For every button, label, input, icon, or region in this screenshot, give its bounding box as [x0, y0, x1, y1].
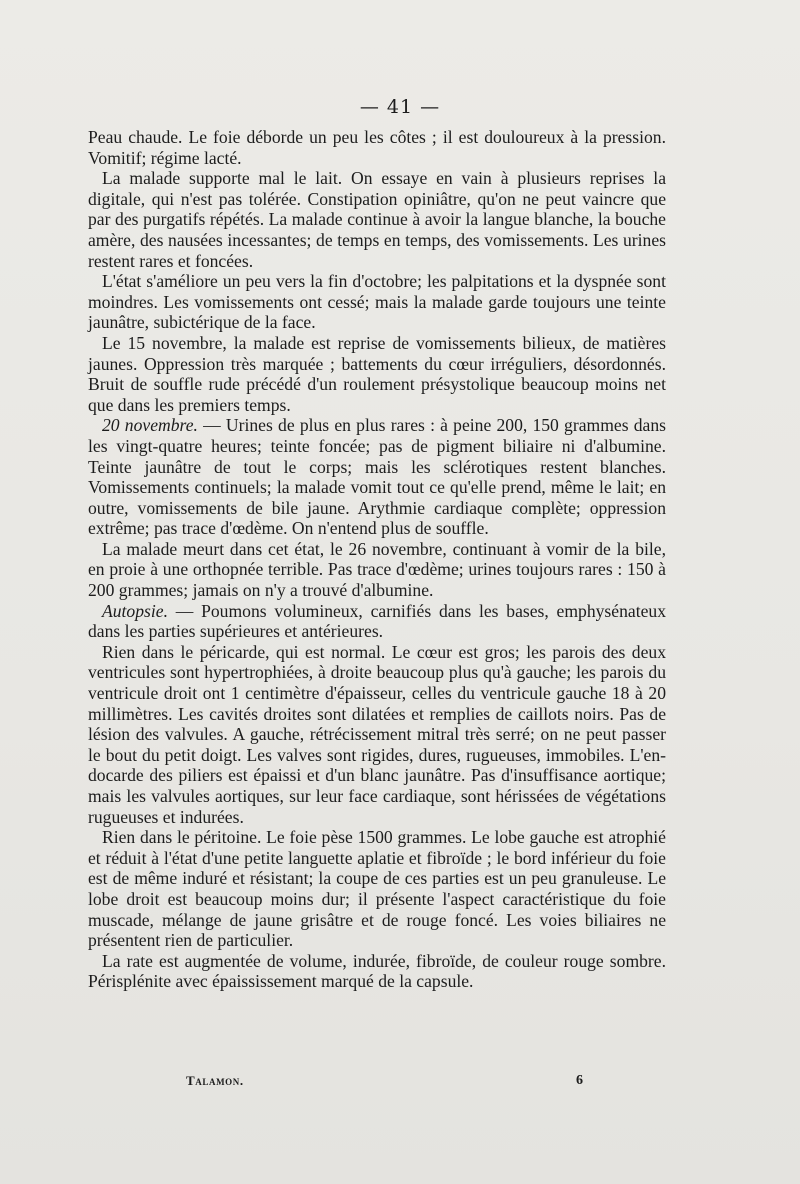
signature-mark: 6 [576, 1073, 583, 1088]
paragraph: La malade meurt dans cet état, le 26 novembre, continuant à vomir de la bile, en proie à une orthopnée terrible. Pas trace d'œdème; urines toujours rares : 150 à 200 grammes; jamais on n'y a trouvé d'albumine. [88, 538, 666, 601]
paragraph: La rate est augmentée de volume, indurée, fibroïde, de couleur rouge sombre. Périsplénite avec épaississement marqué de la capsule. [88, 950, 666, 992]
paragraph-text: — Urines de plus en plus rares : à peine 200, 150 grammes dans les vingt-quatre heures; teinte foncée; pas de pigment biliaire ni d'albumine. Teinte jaunâtre de tout le corps; mais les sclérotiques restent blanches. Vomissements continuels; la malade vomit tout ce qu'elle prend, même le lait; en outre, vomissements de bile jaune. Arythmie cardiaque complète; oppression extrême; pas trace d'œdème. On n'entend plus de souffle. [88, 415, 666, 539]
paragraph [88, 601, 666, 642]
paragraph [88, 415, 666, 539]
paragraph: Le 15 novembre, la malade est reprise de vomissements bilieux, de matières jaunes. Oppression très marquée ; battements du cœur irréguliers, désordonnés. Bruit de souffle rude précédé d'un roulement présystolique beaucoup moins net que dans les premiers temps. [88, 332, 666, 415]
paragraph: L'état s'améliore un peu vers la fin d'octobre; les palpitations et la dyspnée sont moindres. Les vomissements ont cessé; mais la malade garde toujours une teinte jaunâtre, subictérique de la face. [88, 271, 666, 333]
body-text [88, 127, 666, 992]
page-number: — 41 — [359, 96, 441, 118]
paragraph: Peau chaude. Le foie déborde un peu les côtes ; il est douloureux à la pression. Vomitif; régime lacté. [88, 127, 666, 168]
footer-author: Talamon. [186, 1073, 244, 1088]
paragraph-text: — Poumons volumineux, carnifiés dans les bases, emphysénateux dans les parties supérieures et antérieures. [88, 600, 666, 642]
section-lead: Autopsie. [102, 600, 168, 621]
paragraph: Rien dans le péritoine. Le foie pèse 1500 grammes. Le lobe gauche est atrophié et réduit à l'état d'une petite languette aplatie et fibroïde ; le bord inférieur du foie est de même induré et résistant; la coupe de ces parties est un peu granuleuse. Le lobe droit est beaucoup moins dur; il présente l'aspect caractéristique du foie muscade, mélange de jaune grisâtre et de rouge foncé. Les voies biliaires ne présentent rien de particulier. [88, 827, 666, 951]
date-lead: 20 novembre. [102, 415, 198, 436]
paragraph: La malade supporte mal le lait. On essaye en vain à plusieurs reprises la digitale, qui n'est pas tolérée. Constipation opiniâtre, qu'on ne peut vaincre que par des purgatifs répétés. La malade continue à avoir la langue blanche, la bouche amère, des nausées incessantes; de temps en temps, des vomissements. Les urines restent rares et foncées. [88, 168, 666, 271]
paragraph: Rien dans le péricarde, qui est normal. Le cœur est gros; les parois des deux ventricules sont hypertrophiées, à droite beaucoup plus qu'à gauche; les parois du ventricule droit ont 1 centimètre d'épaisseur, celles du ventricule gauche 18 à 20 millimètres. Les cavités droites sont dilatées et remplies de caillots noirs. Pas de lésion des valvules. A gauche, rétrécissement mitral très serré; on ne peut passer le bout du petit doigt. Les valves sont rigides, dures, rugueuses, immobiles. L'endocarde des piliers est épaissi et d'un blanc jaunâtre. Pas d'insuffisance aortique; mais les valvules aortiques, sur leur face cardiaque, sont hérissées de végétations rugueuses et indurées. [88, 641, 666, 827]
